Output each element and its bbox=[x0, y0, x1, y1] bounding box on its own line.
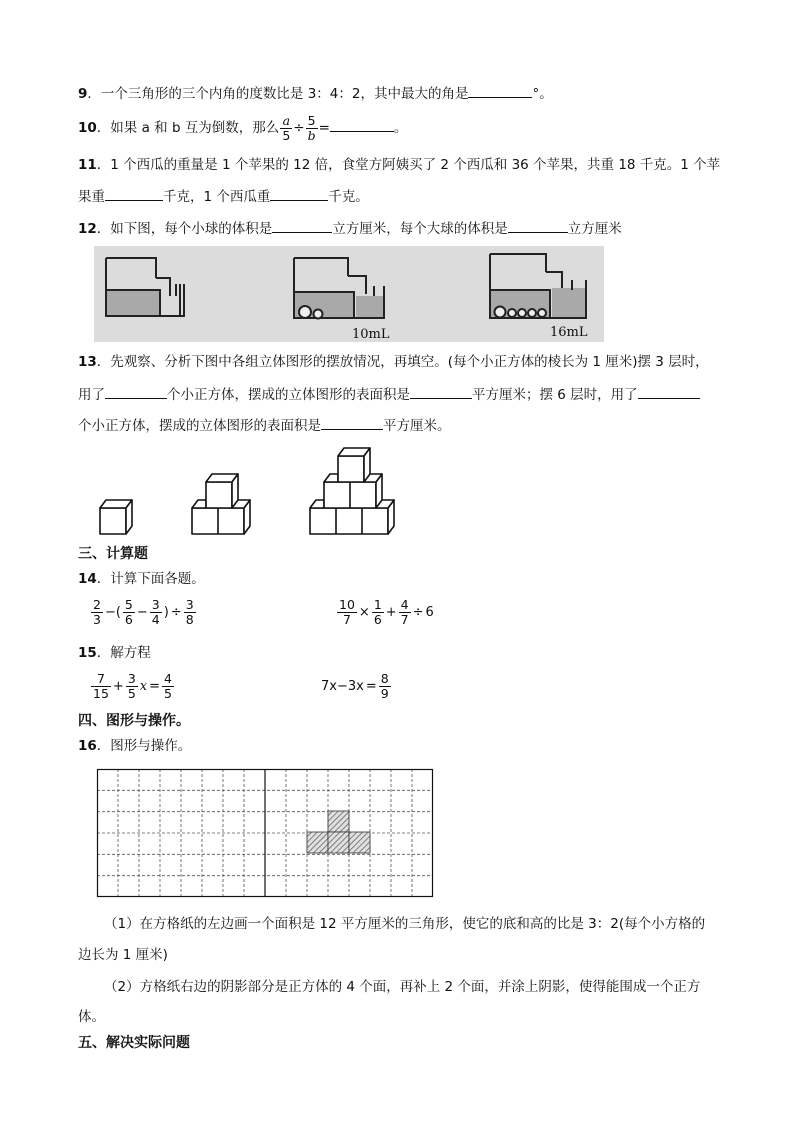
fraction-5-over-b: $\frac{5}{b}$ bbox=[307, 112, 316, 143]
question-15: 15．解方程 bbox=[78, 645, 151, 661]
question-text: ．一个三角形的三个内角的度数比是 3：4：2，其中最大的角是 bbox=[87, 86, 469, 102]
question-number: 16 bbox=[78, 738, 97, 754]
question-10: 10．如果 a 和 b 互为倒数，那么 $\frac{a}{5}$ ÷ $\frac{5}{b}$ = 。 bbox=[78, 112, 408, 143]
fraction-a-over-5: $\frac{a}{5}$ bbox=[282, 112, 291, 143]
cube-stack-3 bbox=[310, 448, 394, 534]
equation-2: 7x−3x = $\frac{8}{9}$ bbox=[321, 671, 389, 701]
answer-blank[interactable] bbox=[410, 384, 472, 399]
equation-1: $\frac{7}{15}$ + $\frac{3}{5}$ x = $\frac{4}{5}$ bbox=[93, 671, 172, 701]
question-tail: °。 bbox=[532, 86, 553, 102]
answer-blank[interactable] bbox=[468, 83, 532, 98]
question-number: 13 bbox=[78, 354, 97, 370]
answer-blank[interactable] bbox=[105, 186, 163, 201]
question-13-line1: 13．先观察、分析下图中各组立体图形的摆放情况，再填空。(每个小正方体的棱长为 1 厘米)摆 3 层时， bbox=[78, 354, 709, 370]
answer-blank[interactable] bbox=[330, 117, 394, 132]
question-16-part2-line2: 体。 bbox=[78, 1009, 105, 1025]
question-13-line3: 个小正方体，摆成的立体图形的表面积是 平方厘米。 bbox=[78, 415, 451, 435]
question-14: 14．计算下面各题。 bbox=[78, 571, 205, 587]
calc-expression-2: $\frac{10}{7}$ × $\frac{1}{6}$ + $\frac{4}{7}$ ÷ 6 bbox=[339, 597, 434, 627]
section-4-heading: 四、图形与操作。 bbox=[78, 713, 190, 729]
question-text: ．如果 a 和 b 互为倒数，那么 bbox=[96, 120, 280, 136]
question-16-part1-line1: （1）在方格纸的左边画一个面积是 12 平方厘米的三角形，使它的底和高的比是 3：2(每个小方格的 bbox=[104, 916, 706, 932]
question-11-line2: 果重 千克，1 个西瓜重 千克。 bbox=[78, 186, 369, 206]
cube-stack-figures bbox=[96, 442, 406, 538]
cube-stack-2 bbox=[192, 474, 250, 534]
question-number: 11 bbox=[78, 157, 97, 173]
question-9 bbox=[78, 83, 553, 103]
cube-stack-1 bbox=[100, 500, 132, 534]
question-number: 9 bbox=[78, 86, 88, 102]
answer-blank[interactable] bbox=[508, 218, 568, 233]
answer-blank[interactable] bbox=[270, 186, 328, 201]
shaded-cube-faces bbox=[307, 811, 370, 853]
answer-blank[interactable] bbox=[638, 384, 700, 399]
question-13-line2: 用了 个小正方体，摆成的立体图形的表面积是 平方厘米；摆 6 层时，用了 bbox=[78, 384, 700, 404]
section-5-heading: 五、解决实际问题 bbox=[78, 1035, 190, 1051]
answer-blank[interactable] bbox=[272, 218, 332, 233]
grid-paper[interactable] bbox=[97, 769, 433, 897]
question-12: 12．如下图，每个小球的体积是 立方厘米，每个大球的体积是 立方厘米 bbox=[78, 218, 622, 238]
question-11-line1: 11．1 个西瓜的重量是 1 个苹果的 12 倍，食堂方阿姨买了 2 个西瓜和 36 个苹果，共重 18 千克。1 个苹 bbox=[78, 157, 721, 173]
question-16-part2-line1: （2）方格纸右边的阴影部分是正方体的 4 个面，再补上 2 个面，并涂上阴影，使得能围成一个正方 bbox=[104, 979, 701, 995]
question-number: 14 bbox=[78, 571, 97, 587]
beaker-3-label: 16mL bbox=[550, 325, 588, 340]
answer-blank[interactable] bbox=[321, 415, 383, 430]
beaker-photo bbox=[94, 246, 604, 342]
question-number: 10 bbox=[78, 120, 97, 136]
calc-expression-1: $\frac{2}{3}$ −( $\frac{5}{6}$ − $\frac{3}{4}$ ) ÷ $\frac{3}{8}$ bbox=[93, 597, 194, 627]
beaker-2-label: 10mL bbox=[352, 327, 390, 342]
question-16-part1-line2: 边长为 1 厘米) bbox=[78, 947, 168, 963]
question-number: 15 bbox=[78, 645, 97, 661]
question-number: 12 bbox=[78, 221, 97, 237]
section-3-heading: 三、计算题 bbox=[78, 546, 148, 562]
question-16: 16．图形与操作。 bbox=[78, 738, 192, 754]
answer-blank[interactable] bbox=[105, 384, 167, 399]
